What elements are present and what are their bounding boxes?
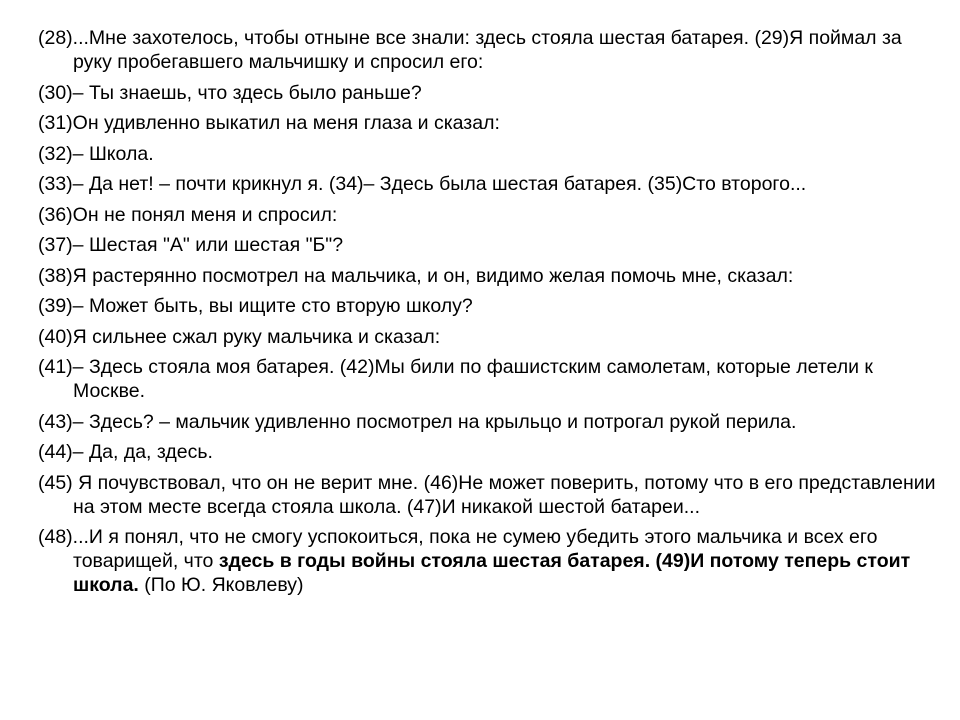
text-segment: (32)– Школа. — [38, 142, 154, 165]
text-segment: (28)...Мне захотелось, чтобы отныне все знали: здесь стояла шестая батарея. (29)Я поймал за руку пробегавшего мальчишку и спросил его: — [38, 27, 902, 73]
text-paragraph — [38, 81, 938, 105]
text-paragraph — [38, 294, 938, 318]
text-segment: (По Ю. Яковлеву) — [138, 574, 304, 596]
text-body — [38, 26, 938, 604]
text-paragraph — [38, 410, 938, 434]
text-paragraph — [38, 325, 938, 349]
text-paragraph — [38, 233, 938, 257]
text-segment: (38)Я растерянно посмотрел на мальчика, и он, видимо желая помочь мне, сказал: — [38, 264, 794, 287]
text-segment: (41)– Здесь стояла моя батарея. (42)Мы били по фашистским самолетам, которые летели к Москве. — [38, 356, 873, 402]
text-paragraph — [38, 26, 938, 74]
text-segment: (43)– Здесь? – мальчик удивленно посмотрел на крыльцо и потрогал рукой перила. — [38, 410, 797, 433]
text-segment: (36)Он не понял меня и спросил: — [38, 203, 338, 226]
text-segment: (45) Я почувствовал, что он не верит мне. (46)Не может поверить, потому что в его представлении на этом месте всегда стояла школа. (47)И никакой шестой батареи... — [38, 471, 936, 518]
text-segment: (48)...И я понял, что не смогу успокоиться, пока не сумею убедить этого мальчика и всех его товарищей, что — [38, 526, 878, 572]
text-segment: (31)Он удивленно выкатил на меня глаза и сказал: — [38, 112, 500, 134]
text-paragraph — [38, 471, 938, 519]
text-paragraph — [38, 440, 938, 464]
text-segment: (37)– Шестая "А" или шестая "Б"? — [38, 234, 344, 256]
text-segment: (39)– Может быть, вы ищите сто вторую школу? — [38, 295, 473, 317]
text-segment: (40)Я сильнее сжал руку мальчика и сказал: — [38, 325, 441, 348]
text-paragraph — [38, 264, 938, 288]
text-paragraph — [38, 525, 938, 597]
text-paragraph — [38, 172, 938, 196]
text-paragraph — [38, 111, 938, 135]
text-segment: (44)– Да, да, здесь. — [38, 441, 213, 463]
text-paragraph — [38, 142, 938, 166]
text-paragraph — [38, 203, 938, 227]
text-segment: (33)– Да нет! – почти крикнул я. (34)– Здесь была шестая батарея. (35)Сто второго... — [38, 173, 807, 195]
bold-text-segment: здесь в годы войны стояла шестая батарея. (49)И потому теперь стоит школа. — [73, 550, 911, 596]
text-segment: (30)– Ты знаешь, что здесь было раньше? — [38, 81, 422, 104]
text-paragraph — [38, 355, 938, 403]
